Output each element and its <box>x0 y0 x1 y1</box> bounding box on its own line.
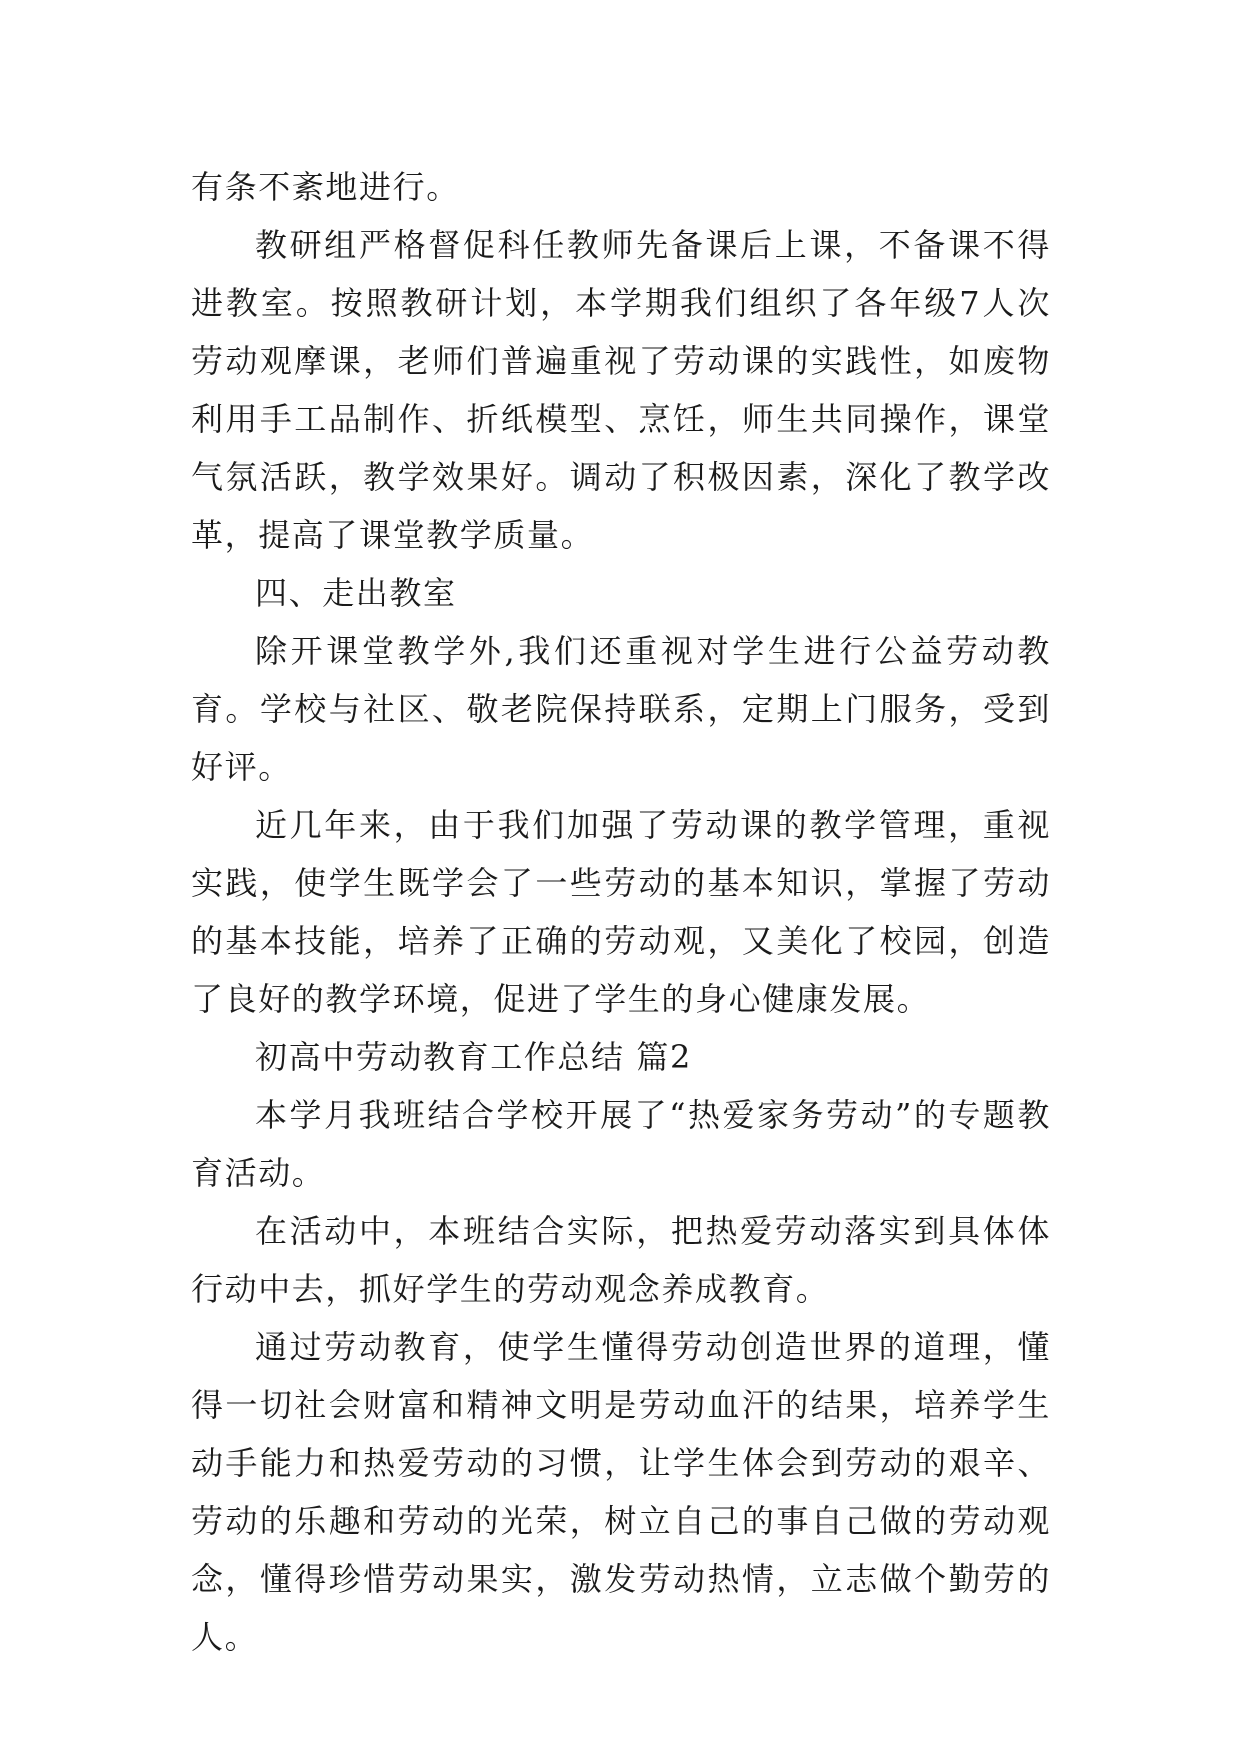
paragraph-continuation: 有条不紊地进行。 <box>191 168 460 206</box>
article-title-part-2: 初高中劳动教育工作总结 篇2 <box>255 1038 692 1076</box>
paragraph-labor-education: 通过劳动教育，使学生懂得劳动创造世界的道理，懂得一切社会财富和精神文明是劳动血汗的结果，培养学生动手能力和热爱劳动的习惯，让学生体会到劳动的艰辛、劳动的乐趣和劳动的光荣，树立自己的事自己做的劳动观念，懂得珍惜劳动果实，激发劳动热情，立志做个勤劳的人。 <box>191 1328 1051 1656</box>
paragraph-class-activity: 在活动中，本班结合实际，把热爱劳动落实到具体体行动中去，抓好学生的劳动观念养成教育。 <box>191 1212 1051 1308</box>
paragraph-teaching-research: 教研组严格督促科任教师先备课后上课，不备课不得进教室。按照教研计划，本学期我们组织了各年级7人次劳动观摩课，老师们普遍重视了劳动课的实践性，如废物利用手工品制作、折纸模型、烹饪，师生共同操作，课堂气氛活跃，教学效果好。调动了积极因素，深化了教学改革，提高了课堂教学质量。 <box>191 226 1051 554</box>
paragraph-recent-years: 近几年来，由于我们加强了劳动课的教学管理，重视实践，使学生既学会了一些劳动的基本知识，掌握了劳动的基本技能，培养了正确的劳动观，又美化了校园，创造了良好的教学环境，促进了学生的身心健康发展。 <box>191 806 1051 1018</box>
paragraph-public-labor: 除开课堂教学外,我们还重视对学生进行公益劳动教育。学校与社区、敬老院保持联系，定期上门服务，受到好评。 <box>191 632 1051 786</box>
paragraph-housework-activity: 本学月我班结合学校开展了“热爱家务劳动”的专题教育活动。 <box>191 1096 1051 1192</box>
document-body <box>191 158 1051 1666</box>
section-heading-leave-classroom: 四、走出教室 <box>255 574 457 612</box>
